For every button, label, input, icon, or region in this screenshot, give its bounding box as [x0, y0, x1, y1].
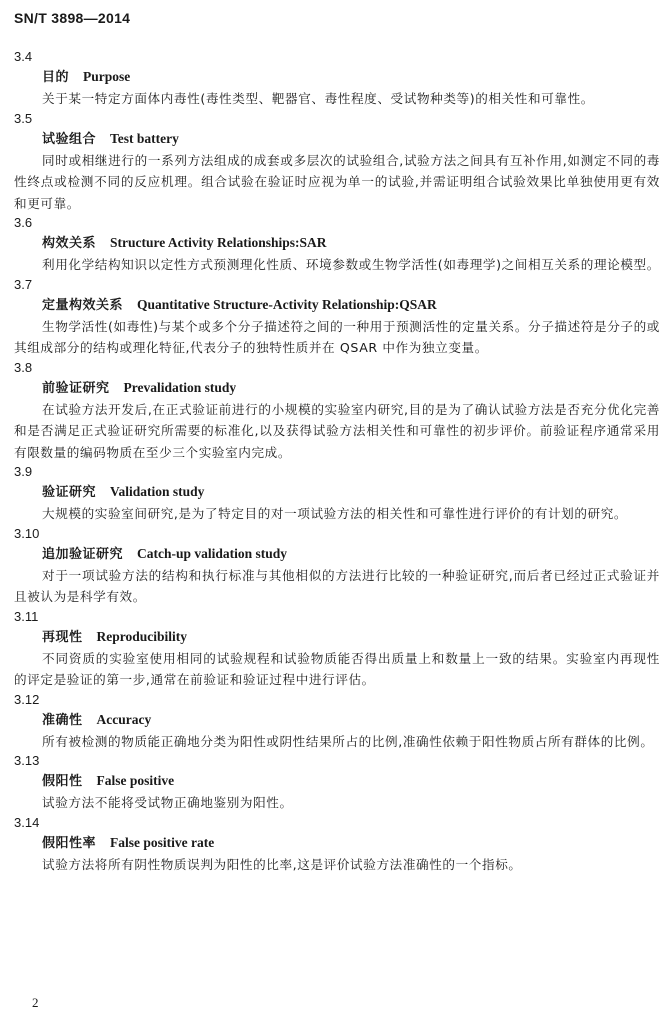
- definition-entry-3-6: [12, 214, 660, 276]
- definition-entry-3-14: [12, 814, 660, 876]
- term-zh: 定量构效关系: [42, 297, 124, 313]
- clause-number: 3.10: [14, 525, 40, 541]
- term-zh: 验证研究: [42, 485, 97, 500]
- term-zh: 构效关系: [42, 236, 97, 251]
- term-zh: 目的: [42, 70, 70, 85]
- term-heading: [42, 66, 660, 88]
- definition-entry-3-10: [12, 525, 660, 608]
- term-definition: 所有被检测的物质能正确地分类为阳性或阴性结果所占的比例,准确性依赖于阳性物质占所有群体的比例。: [42, 733, 654, 749]
- term-heading: [42, 481, 660, 503]
- clause-number: 3.6: [14, 215, 33, 230]
- term-definition: 关于某一特定方面体内毒性(毒性类型、靶器官、毒性程度、受试物种类等)的相关性和可靠性。: [42, 91, 594, 106]
- term-definition: 同时或相继进行的一系列方法组成的成套或多层次的试验组合,试验方法之间具有互补作用,如测定不同的毒性终点或检测不同的反应机理。组合试验在验证时应视为单一的试验,并需证明组合试验效果比单独使用更有效和更可靠。: [14, 152, 660, 211]
- term-zh: 试验组合: [42, 131, 97, 147]
- clause-number: 3.9: [14, 464, 33, 479]
- term-zh: 追加验证研究: [42, 546, 124, 562]
- term-heading: [42, 377, 660, 399]
- term-heading: [42, 294, 660, 316]
- term-definition: 对于一项试验方法的结构和执行标准与其他相似的方法进行比较的一种验证研究,而后者已经过正式验证并且被认为是科学有效。: [14, 567, 660, 604]
- term-heading: [42, 709, 660, 731]
- term-en: Validation study: [110, 484, 205, 499]
- term-zh: 假阳性率: [42, 835, 97, 851]
- term-zh: 准确性: [42, 712, 83, 728]
- page-number: 2: [32, 995, 39, 1010]
- term-en: Accuracy: [96, 711, 152, 727]
- term-definition: 试验方法不能将受试物正确地鉴别为阳性。: [42, 795, 293, 810]
- term-en: Prevalidation study: [123, 379, 237, 395]
- term-definition: 大规模的实验室间研究,是为了特定目的对一项试验方法的相关性和可靠性进行评价的有计划的研究。: [42, 506, 628, 521]
- term-en: Test battery: [110, 130, 179, 146]
- term-zh: 前验证研究: [42, 380, 110, 396]
- term-definition: 不同资质的实验室使用相同的试验规程和试验物质能否得出质量上和数量上一致的结果。实验室内再现性的评定是验证的第一步,通常在前验证和验证过程中进行评估。: [14, 650, 660, 687]
- definition-entry-3-11: [12, 608, 660, 691]
- clause-number: 3.5: [14, 110, 33, 126]
- term-definition: 利用化学结构知识以定性方式预测理化性质、环境参数或生物学活性(如毒理学)之间相互关系的理论模型。: [42, 257, 660, 272]
- term-en: Catch-up validation study: [137, 545, 288, 561]
- clause-number: 3.8: [14, 359, 33, 375]
- clause-number: 3.11: [14, 608, 39, 624]
- term-definition: 在试验方法开发后,在正式验证前进行的小规模的实验室内研究,目的是为了确认试验方法是否充分优化完善和是否满足正式验证研究所需要的标准化,以及获得试验方法相关性和可靠性的初步评价。前验证程序通常采用有限数量的编码物质在至少三个实验室内完成。: [14, 401, 660, 460]
- term-definition: 试验方法将所有阴性物质误判为阳性的比率,这是评价试验方法准确性的一个指标。: [42, 856, 522, 872]
- definition-entry-3-4: [12, 48, 660, 110]
- clause-number: 3.14: [14, 814, 40, 830]
- term-heading: [42, 543, 660, 565]
- term-heading: [42, 832, 660, 854]
- term-heading: [42, 232, 660, 254]
- definition-entry-3-9: [12, 463, 660, 525]
- definition-entry-3-13: [12, 752, 660, 814]
- definition-entry-3-8: [12, 359, 660, 464]
- term-en: Purpose: [83, 69, 131, 84]
- term-en: False positive rate: [110, 834, 215, 850]
- clause-number: 3.12: [14, 691, 40, 707]
- clause-number: 3.7: [14, 276, 33, 292]
- term-definition: 生物学活性(如毒性)与某个或多个分子描述符之间的一种用于预测活性的定量关系。分子描述符是分子的或其组成部分的结构或理化特征,代表分子的独特性质并在 QSAR 中作为独立变量。: [14, 318, 660, 355]
- definition-entry-3-12: [12, 691, 660, 753]
- term-heading: [42, 770, 660, 792]
- term-en: Reproducibility: [96, 628, 188, 644]
- term-zh: 再现性: [42, 629, 83, 645]
- definition-entry-3-7: [12, 276, 660, 359]
- clause-number: 3.13: [14, 753, 40, 768]
- term-heading: [42, 128, 660, 150]
- term-en: False positive: [96, 773, 175, 788]
- term-en: Structure Activity Relationships:SAR: [110, 235, 327, 250]
- standard-header: SN/T 3898—2014: [14, 10, 131, 26]
- definitions-list: [12, 48, 660, 875]
- definition-entry-3-5: [12, 110, 660, 215]
- term-zh: 假阳性: [42, 774, 83, 789]
- term-en: Quantitative Structure-Activity Relationship:QSAR: [137, 296, 437, 312]
- term-heading: [42, 626, 660, 648]
- clause-number: 3.4: [14, 49, 33, 64]
